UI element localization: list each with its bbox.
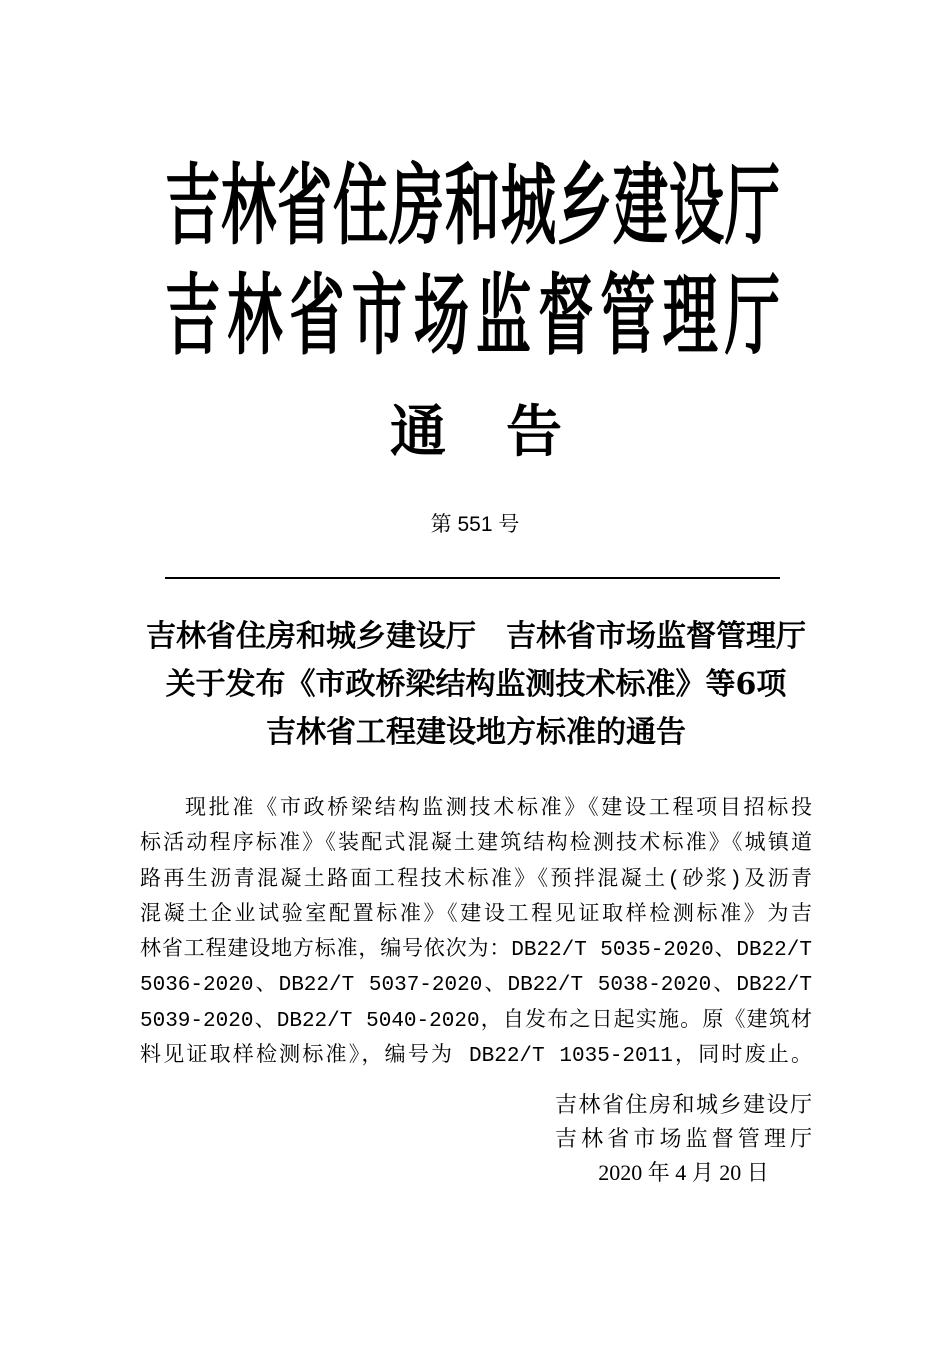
issuer-banner-line-1: 吉林省住房和城乡建设厅 — [165, 153, 781, 257]
signature-date: 2020 年 4 月 20 日 — [598, 1160, 769, 1185]
body-line: 5036-2020、DB22/T 5037-2020、DB22/T 5038-2020、DB22/T — [140, 974, 812, 998]
heading-line-1: 吉林省住房和城乡建设厅 吉林省市场监督管理厅 — [146, 619, 806, 654]
issuer-banner-line-2: 吉林省市场监督管理厅 — [165, 263, 781, 367]
notice-label: 通告 — [390, 399, 622, 465]
notice-number: 第 551 号 — [430, 513, 520, 536]
heading-line-2: 关于发布《市政桥梁结构监测技术标准》等6项 — [165, 667, 787, 702]
signature-block — [555, 1088, 812, 1190]
body-line: 林省工程建设地方标准，编号依次为：DB22/T 5035-2020、DB22/T — [140, 939, 812, 963]
signature-issuer-2: 吉林省市场监督管理厅 — [555, 1126, 812, 1151]
signature-issuer-1: 吉林省住房和城乡建设厅 — [555, 1092, 812, 1117]
body-line: 料见证取样检测标准》，编号为 DB22/T 1035-2011，同时废止。 — [140, 1045, 812, 1069]
heading-line-3: 吉林省工程建设地方标准的通告 — [266, 715, 686, 750]
body-line: 标活动程序标准》《装配式混凝土建筑结构检测技术标准》《城镇道 — [140, 833, 812, 857]
body-line: 路再生沥青混凝土路面工程技术标准》《预拌混凝土(砂浆)及沥青 — [140, 868, 812, 892]
body-line: 现批准《市政桥梁结构监测技术标准》《建设工程项目招标投 — [185, 798, 812, 821]
body-line: 5039-2020、DB22/T 5040-2020，自发布之日起实施。原《建筑材 — [140, 1009, 812, 1033]
notice-body — [140, 792, 812, 1074]
notice-heading — [140, 613, 812, 757]
title-divider — [165, 577, 780, 579]
body-line: 混凝土企业试验室配置标准》《建设工程见证取样检测标准》为吉 — [140, 903, 812, 927]
